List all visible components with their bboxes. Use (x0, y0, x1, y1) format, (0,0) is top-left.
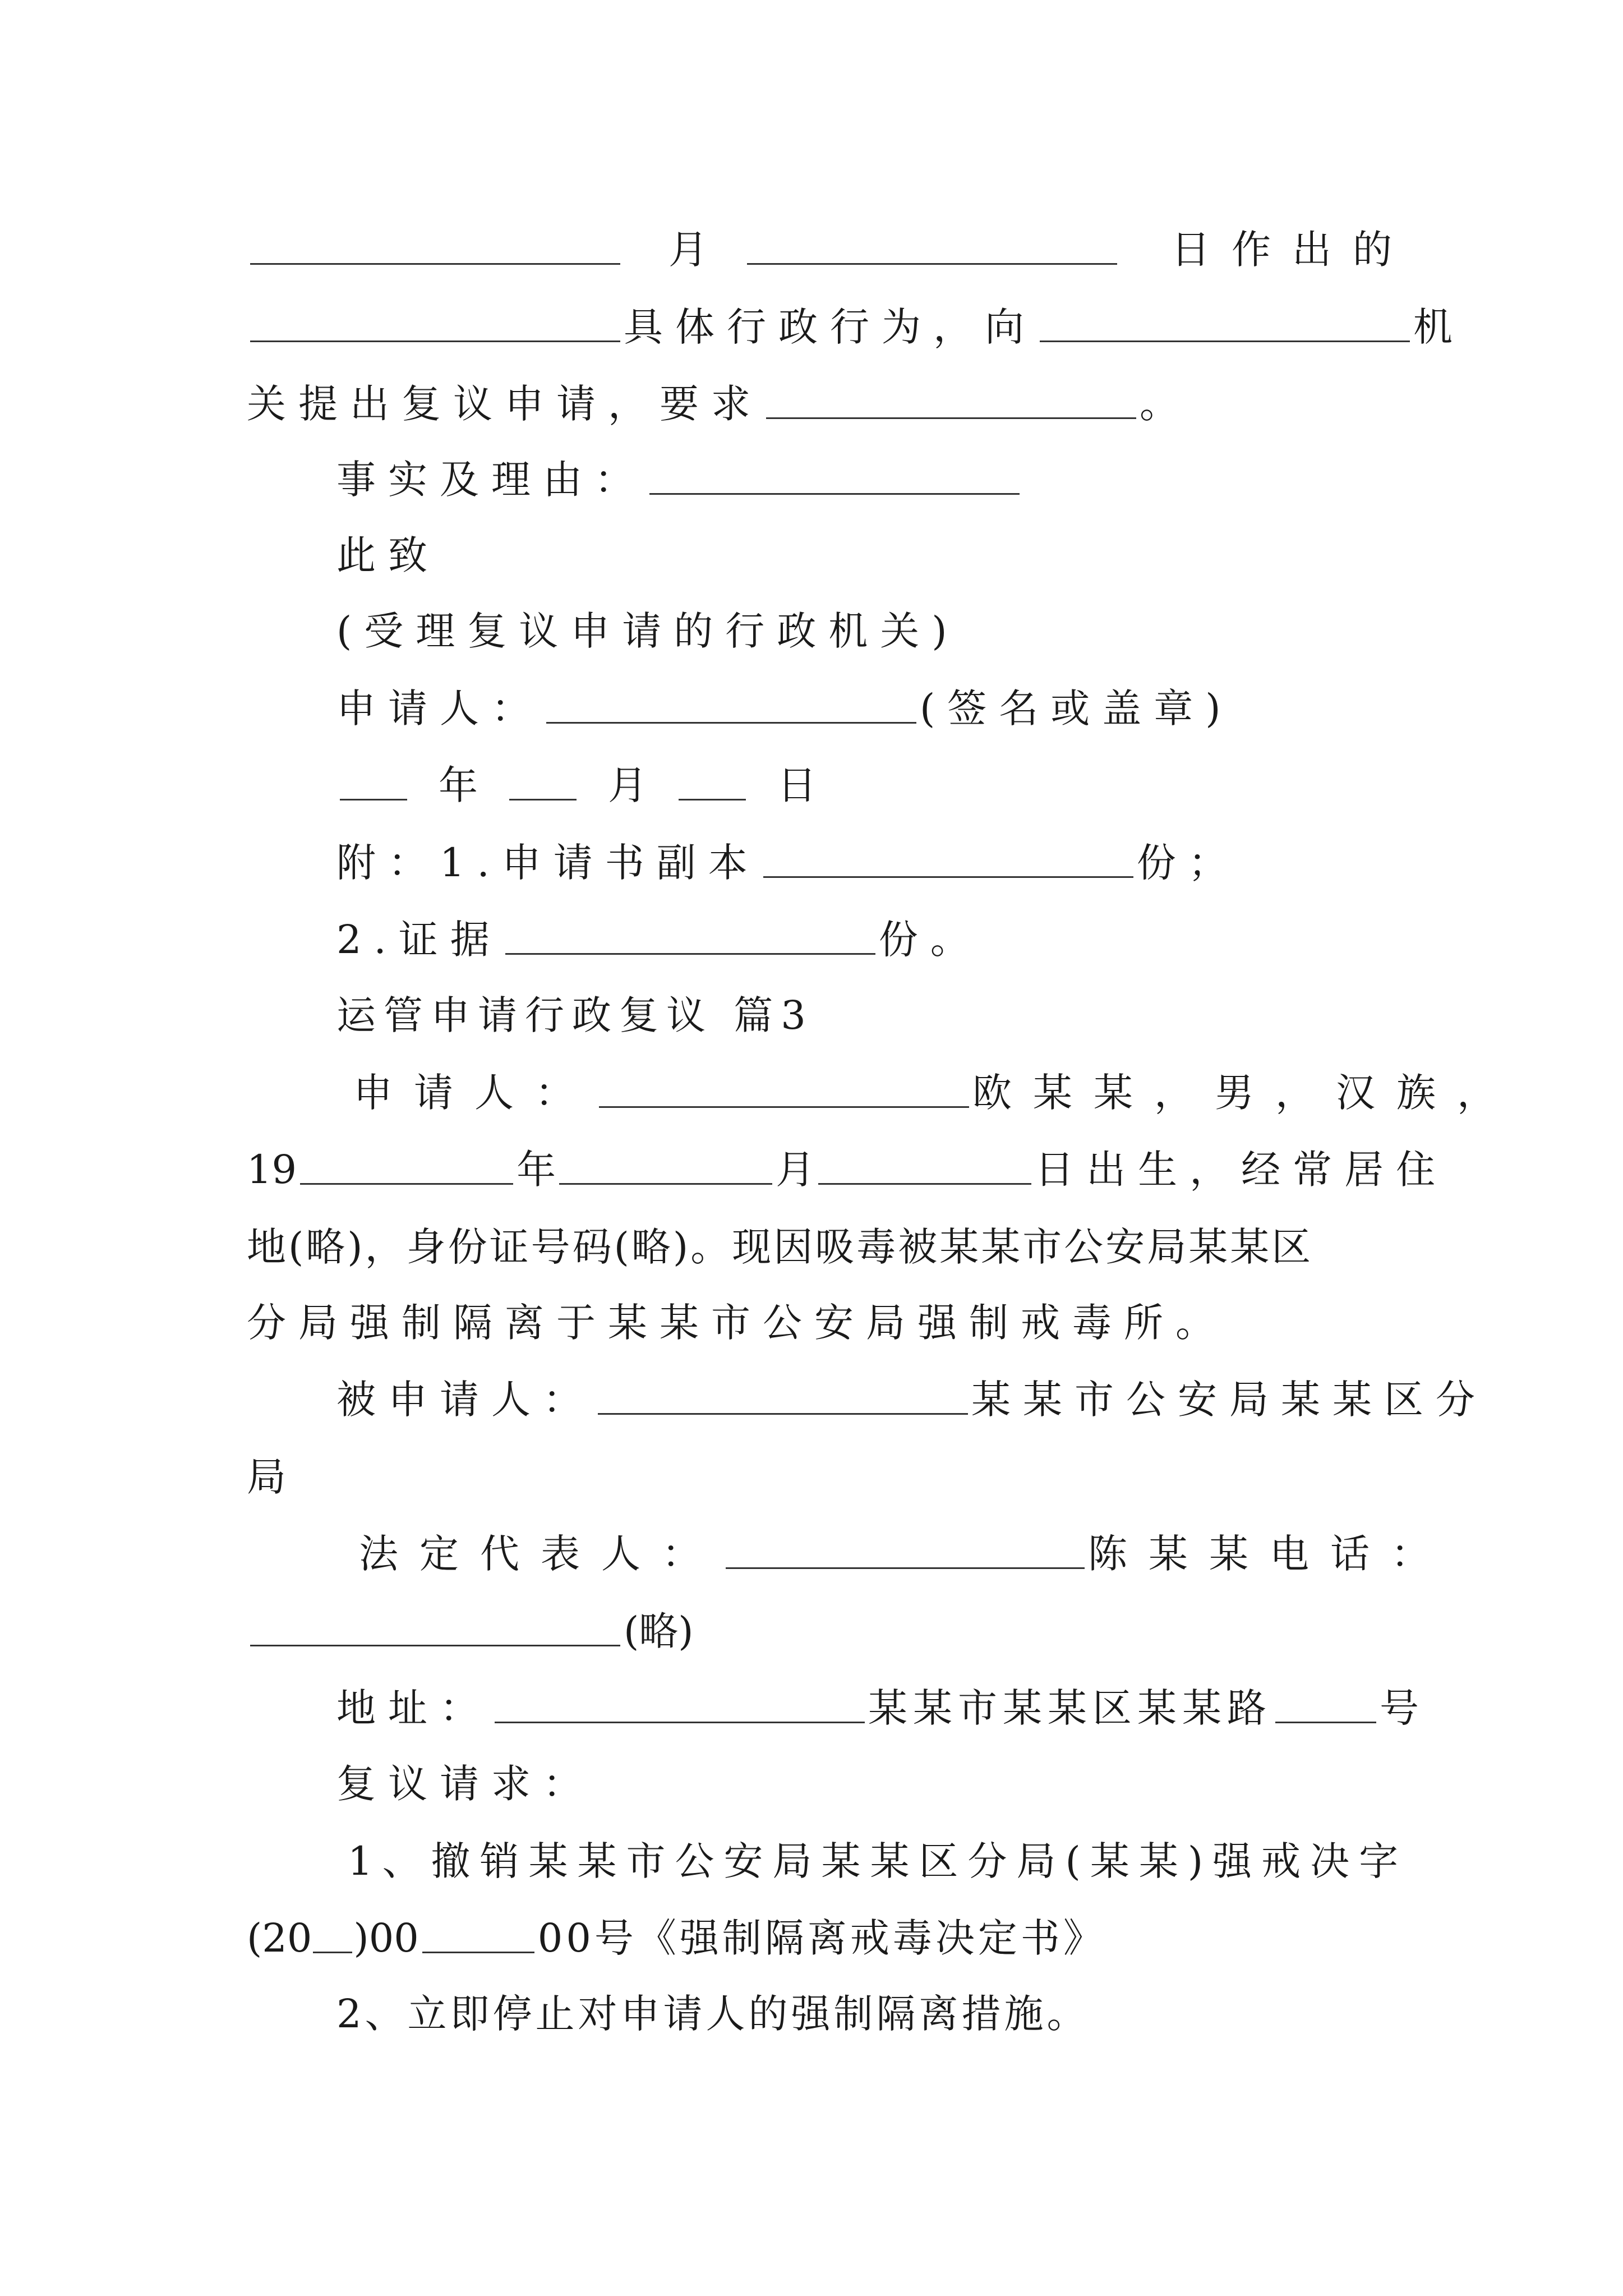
text-20: (20 (247, 1915, 312, 1961)
text-day-made: 日作出的 (1171, 227, 1413, 273)
fill-blank (546, 720, 916, 724)
text-applicant-2: 申请人： (353, 1070, 596, 1116)
text-omitted: (略) (624, 1608, 694, 1654)
text-applicant-info: 欧某某，男，汉族， (972, 1070, 1518, 1116)
line-15 (247, 1292, 1227, 1346)
text-applicant: 申请人： (336, 685, 543, 731)
fill-blank (599, 1104, 969, 1108)
line-20 (336, 1677, 1419, 1731)
text-year-2: 年 (517, 1147, 556, 1193)
text-address: 地址： (336, 1685, 491, 1731)
text-copies-1: 份； (1136, 840, 1240, 886)
text-review-request: 复议请求： (336, 1761, 594, 1807)
line-14 (247, 1216, 1313, 1270)
line-17 (247, 1446, 286, 1500)
text-request-1: 1、撤销某某市公安局某某区分局(某某)强戒决字 (348, 1838, 1408, 1884)
text-section-title: 运管申请行政复议 篇3 (336, 992, 814, 1038)
fill-blank (679, 797, 746, 800)
text-evidence: 2.证据 (336, 917, 502, 963)
line-7 (336, 678, 1233, 731)
line-5 (336, 524, 440, 578)
text-request: 关提出复议申请，要求 (247, 381, 763, 427)
line-10 (336, 909, 982, 963)
line-22 (348, 1830, 1408, 1884)
fill-blank (1275, 1719, 1376, 1723)
text-receiving-org: (受理复议申请的行政机关) (336, 608, 960, 654)
text-birth-residence: 日出生，经常居住 (1035, 1147, 1448, 1193)
text-address-value: 某某市某某区某某路 (868, 1685, 1272, 1731)
fill-blank (250, 338, 620, 342)
text-cizhi: 此致 (336, 532, 440, 578)
fill-blank (505, 951, 875, 955)
fill-blank (726, 1565, 1085, 1569)
text-day: 日 (777, 762, 817, 808)
text-request-2: 2、立即停止对申请人的强制隔离措施。 (336, 1991, 1090, 2037)
text-admin-act: 具体行政行为，向 (624, 304, 1036, 350)
line-19 (247, 1600, 694, 1654)
line-12 (353, 1062, 1518, 1116)
text-copies-2: 份。 (878, 917, 982, 963)
line-18 (359, 1523, 1451, 1577)
line-16 (336, 1369, 1487, 1423)
fill-blank (313, 1949, 352, 1953)
fill-blank (818, 1181, 1031, 1185)
text-ju: 局 (247, 1454, 286, 1500)
fill-blank (250, 1642, 620, 1646)
fill-blank (340, 797, 407, 800)
fill-blank (763, 874, 1133, 878)
section-heading (336, 984, 814, 1038)
text-00a: )00 (353, 1915, 419, 1961)
line-1 (247, 219, 1413, 273)
text-month: 月 (608, 762, 647, 808)
line-4 (336, 449, 1023, 503)
fill-blank (598, 1411, 968, 1415)
fill-blank (649, 491, 1020, 495)
fill-blank (495, 1719, 865, 1723)
line-24 (336, 1983, 1090, 2037)
text-decision-doc: 00号《强制隔离戒毒决定书》 (537, 1915, 1106, 1961)
text-period: 。 (1140, 381, 1179, 427)
text-respondent-name: 某某市公安局某某区分 (971, 1377, 1487, 1423)
line-13 (247, 1139, 1448, 1193)
line-2 (247, 296, 1453, 350)
line-21 (336, 1753, 594, 1807)
text-id-detail: 地(略)，身份证号码(略)。现因吸毒被某某市公安局某某区 (247, 1224, 1313, 1270)
text-rep-phone: 陈某某电话： (1088, 1531, 1451, 1577)
text-month: 月 (668, 227, 708, 273)
text-year: 年 (439, 762, 478, 808)
fill-blank (300, 1181, 513, 1185)
text-attachment-1: 附：1.申请书副本 (336, 840, 760, 886)
text-19: 19 (247, 1147, 297, 1193)
fill-blank (559, 1181, 772, 1185)
text-respondent: 被申请人： (336, 1377, 594, 1423)
text-hao: 号 (1380, 1685, 1419, 1731)
line-9 (336, 832, 1240, 886)
fill-blank (1040, 338, 1410, 342)
text-detention: 分局强制隔离于某某市公安局强制戒毒所。 (247, 1300, 1227, 1346)
text-month-2: 月 (776, 1147, 815, 1193)
line-6 (336, 600, 960, 654)
fill-blank (422, 1949, 534, 1953)
text-legal-rep: 法定代表人： (359, 1531, 722, 1577)
fill-blank (250, 261, 620, 265)
line-3 (247, 373, 1179, 427)
fill-blank (509, 797, 577, 800)
text-ji: 机 (1413, 304, 1453, 350)
fill-blank (747, 261, 1117, 265)
text-sign-seal: (签名或盖章) (920, 685, 1233, 731)
fill-blank (766, 415, 1136, 419)
line-8 (336, 754, 817, 808)
text-facts: 事实及理由： (336, 457, 646, 503)
line-23 (247, 1907, 1106, 1961)
